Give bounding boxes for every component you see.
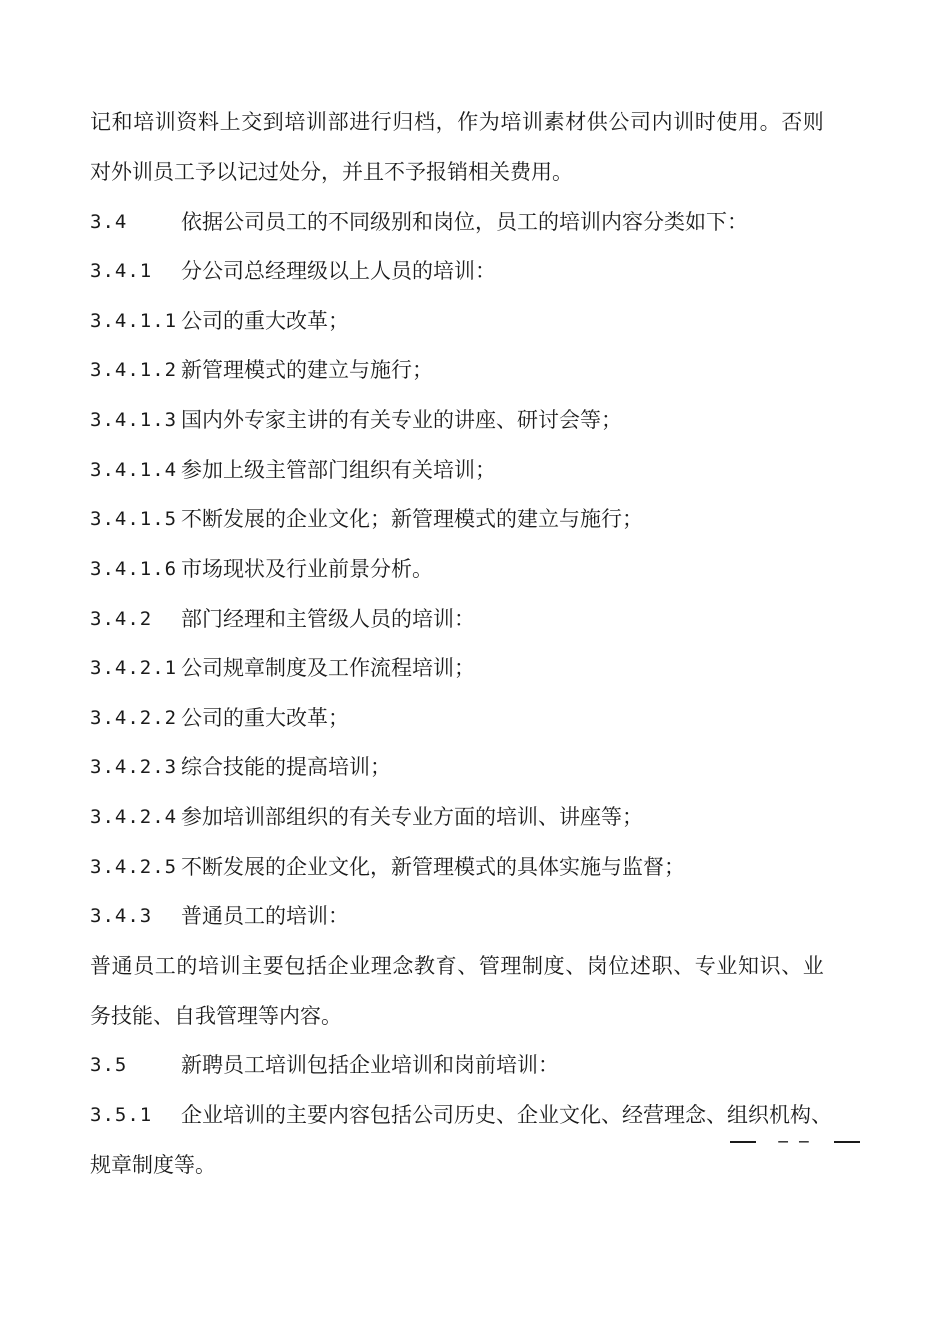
list-item bbox=[90, 400, 860, 440]
item-number: 3.4.2.4 bbox=[90, 806, 178, 828]
item-number: 3.4.2.5 bbox=[90, 856, 178, 878]
list-item bbox=[90, 301, 860, 341]
paragraph-text: 普通员工的培训主要包括企业理念教育、管理制度、岗位述职、专业知识、业 bbox=[90, 954, 825, 978]
list-item bbox=[90, 450, 860, 490]
section-number: 3.4.1 bbox=[90, 260, 153, 282]
list-item bbox=[90, 499, 860, 539]
list-item bbox=[90, 747, 860, 787]
section-heading-3-5-1 bbox=[90, 1095, 860, 1135]
section-text: 新聘员工培训包括企业培训和岗前培训： bbox=[181, 1053, 559, 1077]
paragraph-text: 务技能、自我管理等内容。 bbox=[90, 1004, 342, 1028]
item-text: 公司的重大改革； bbox=[181, 706, 349, 730]
item-number: 3.4.2.1 bbox=[90, 657, 178, 679]
item-text: 公司规章制度及工作流程培训； bbox=[181, 656, 475, 680]
paragraph-text: 规章制度等。 bbox=[90, 1153, 216, 1177]
item-number: 3.4.1.2 bbox=[90, 359, 178, 381]
section-text: 依据公司员工的不同级别和岗位，员工的培训内容分类如下： bbox=[181, 210, 748, 234]
item-text: 不断发展的企业文化；新管理模式的建立与施行； bbox=[181, 507, 643, 531]
list-item bbox=[90, 350, 860, 390]
list-item bbox=[90, 797, 860, 837]
item-text: 参加培训部组织的有关专业方面的培训、讲座等； bbox=[181, 805, 643, 829]
section-text: 普通员工的培训： bbox=[181, 904, 349, 928]
item-number: 3.4.2.2 bbox=[90, 707, 178, 729]
section-text: 分公司总经理级以上人员的培训： bbox=[181, 259, 496, 283]
section-heading-3-4-3 bbox=[90, 896, 860, 936]
page-marker-text: — — bbox=[777, 1135, 813, 1148]
item-text: 参加上级主管部门组织有关培训； bbox=[181, 458, 496, 482]
section-number: 3.4.2 bbox=[90, 608, 153, 630]
section-number: 3.5 bbox=[90, 1054, 128, 1076]
section-number: 3.4.3 bbox=[90, 905, 153, 927]
paragraph-line bbox=[90, 1145, 860, 1185]
paragraph-line bbox=[90, 152, 860, 192]
section-heading-3-4-2 bbox=[90, 599, 860, 639]
item-text: 新管理模式的建立与施行； bbox=[181, 358, 433, 382]
section-heading-3-4 bbox=[90, 202, 860, 242]
section-heading-3-5 bbox=[90, 1045, 860, 1085]
section-number: 3.4 bbox=[90, 211, 128, 233]
section-text: 部门经理和主管级人员的培训： bbox=[181, 607, 475, 631]
item-number: 3.4.1.6 bbox=[90, 558, 178, 580]
list-item bbox=[90, 698, 860, 738]
page-marker-dash bbox=[730, 1141, 756, 1143]
item-number: 3.4.1.4 bbox=[90, 459, 178, 481]
item-number: 3.4.1.3 bbox=[90, 409, 178, 431]
item-text: 国内外专家主讲的有关专业的讲座、研讨会等； bbox=[181, 408, 622, 432]
item-number: 3.4.2.3 bbox=[90, 756, 178, 778]
paragraph-line bbox=[90, 102, 860, 142]
item-text: 市场现状及行业前景分析。 bbox=[181, 557, 433, 581]
item-text: 不断发展的企业文化，新管理模式的具体实施与监督； bbox=[181, 855, 685, 879]
list-item bbox=[90, 549, 860, 589]
item-text: 综合技能的提高培训； bbox=[181, 755, 391, 779]
page-marker-dash bbox=[834, 1141, 860, 1143]
list-item bbox=[90, 847, 860, 887]
paragraph-text: 记和培训资料上交到培训部进行归档，作为培训素材供公司内训时使用。否则 bbox=[90, 110, 825, 134]
paragraph-line bbox=[90, 946, 860, 986]
item-number: 3.4.1.5 bbox=[90, 508, 178, 530]
paragraph-line bbox=[90, 996, 860, 1036]
section-text: 企业培训的主要内容包括公司历史、企业文化、经营理念、组织机构、 bbox=[181, 1103, 832, 1127]
paragraph-text: 对外训员工予以记过处分，并且不予报销相关费用。 bbox=[90, 160, 573, 184]
item-text: 公司的重大改革； bbox=[181, 309, 349, 333]
section-heading-3-4-1 bbox=[90, 251, 860, 291]
section-number: 3.5.1 bbox=[90, 1104, 153, 1126]
item-number: 3.4.1.1 bbox=[90, 310, 178, 332]
list-item bbox=[90, 648, 860, 688]
